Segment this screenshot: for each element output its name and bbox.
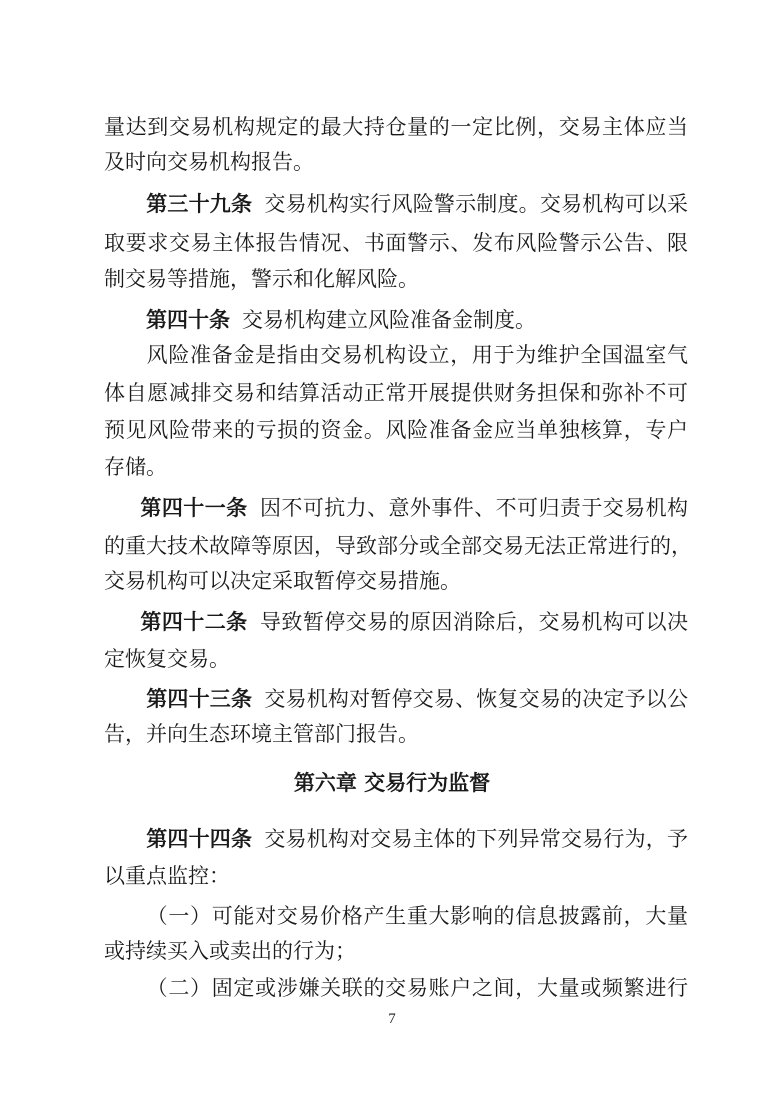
- text-line: 预见风险带来的亏损的资金。风险准备金应当单独核算，专户: [104, 418, 688, 442]
- text-line: 制交易等措施，警示和化解风险。: [104, 267, 419, 291]
- list-item: [104, 902, 688, 930]
- article-41: [104, 494, 688, 522]
- text-line: 以重点监控：: [104, 864, 230, 888]
- article-label: 第四十二条: [140, 610, 248, 634]
- chapter-heading: 第六章 交易行为监督: [293, 771, 491, 795]
- article-label: 第四十四条: [146, 827, 253, 851]
- list-item: [104, 974, 688, 1002]
- text-line: 或持续买入或卖出的行为；: [104, 939, 356, 963]
- text-line: 的重大技术故障等原因，导致部分或全部交易无法正常进行的，: [104, 534, 692, 558]
- text-line: 告，并向生态环境主管部门报告。: [104, 722, 419, 746]
- article-43: [104, 685, 688, 713]
- article-text: 交易机构实行风险警示制度。交易机构可以采: [264, 192, 689, 216]
- article-text: 导致暂停交易的原因消除后，交易机构可以决: [259, 610, 689, 634]
- article-label: 第四十条: [146, 308, 230, 332]
- page-number: 7: [388, 1011, 396, 1027]
- article-text: 交易机构对暂停交易、恢复交易的决定予以公: [264, 687, 689, 711]
- text-line: 定恢复交易。: [104, 647, 230, 671]
- article-40: [104, 306, 688, 334]
- text-line: 量达到交易机构规定的最大持仓量的一定比例，交易主体应当: [104, 115, 688, 139]
- article-39: [104, 190, 688, 218]
- article-text: 交易机构建立风险准备金制度。: [242, 308, 536, 332]
- text-line: 及时向交易机构报告。: [104, 150, 314, 174]
- article-44: [104, 825, 688, 853]
- article-label: 第四十三条: [146, 687, 253, 711]
- article-label: 第四十一条: [140, 496, 248, 520]
- article-42: [104, 608, 688, 636]
- article-text: 交易机构对交易主体的下列异常交易行为，予: [264, 827, 689, 851]
- article-label: 第三十九条: [146, 192, 253, 216]
- article-text: 因不可抗力、意外事件、不可归责于交易机构: [259, 496, 689, 520]
- paragraph-text: 风险准备金是指由交易机构设立，用于为维护全国温室气: [146, 343, 688, 367]
- text-line: 取要求交易主体报告情况、书面警示、发布风险警示公告、限: [104, 231, 688, 255]
- text-line: 存储。: [104, 455, 167, 479]
- list-item-text: （一）可能对交易价格产生重大影响的信息披露前，大量: [146, 904, 688, 928]
- text-line: 体自愿减排交易和结算活动正常开展提供财务担保和弥补不可: [104, 381, 688, 405]
- list-item-text: （二）固定或涉嫌关联的交易账户之间，大量或频繁进行: [146, 976, 688, 1000]
- text-line: 交易机构可以决定采取暂停交易措施。: [104, 569, 461, 593]
- text-line: [104, 341, 688, 369]
